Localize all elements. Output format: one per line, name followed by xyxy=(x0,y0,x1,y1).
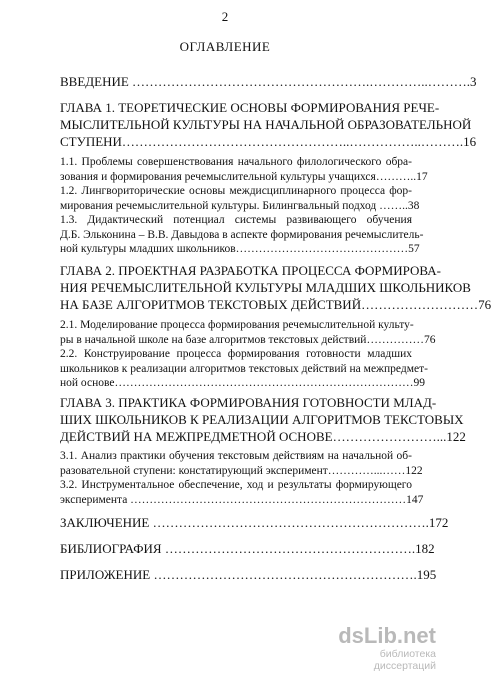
toc-line: зования и формирования речемыслительной культуры учащихся………..17 xyxy=(60,170,428,183)
toc-line: 1.2. Лингвориторические основы междисциплинарного процесса фор- xyxy=(60,185,412,197)
toc-entry-bibliography xyxy=(60,540,435,557)
toc-line: ры в начальной школе на базе алгоритмов текстовых действий……………76 xyxy=(60,333,436,346)
toc-entry-section-1 xyxy=(60,155,428,257)
toc-line: ЗАКЛЮЧЕНИЕ ……………………………………………………….172 xyxy=(60,515,449,530)
page-number: 2 xyxy=(221,9,229,24)
toc-entry-chapter-1 xyxy=(60,99,477,150)
toc-entry-chapter-3 xyxy=(60,394,466,445)
toc-entry-introduction xyxy=(60,73,477,90)
toc-line: ШИХ ШКОЛЬНИКОВ К РЕАЛИЗАЦИИ АЛГОРИТМОВ ТЕКСТОВЫХ xyxy=(60,412,464,427)
toc-entry-section-2 xyxy=(60,318,436,391)
toc-line: Д.Б. Эльконина – В.В. Давыдова в аспекте формирования речемыслитель- xyxy=(60,228,424,241)
toc-line: ВВЕДЕНИЕ ……………………………………………….…………..……….3 xyxy=(60,74,477,89)
toc-line: 2.2. Конструирование процесса формирования готовности младших xyxy=(60,348,412,360)
toc-line: ной основе……………………………………………………………………99 xyxy=(60,377,425,389)
toc-line: НА БАЗЕ АЛГОРИТМОВ ТЕКСТОВЫХ ДЕЙСТВИЙ………………………76 xyxy=(60,297,491,312)
toc-line: ПРИЛОЖЕНИЕ …………………………………………………….195 xyxy=(60,567,437,582)
toc-line: ГЛАВА 2. ПРОЕКТНАЯ РАЗРАБОТКА ПРОЦЕССА ФОРМИРОВА- xyxy=(60,263,441,278)
toc-entry-conclusion xyxy=(60,514,449,531)
toc-line: 1.3. Дидактический потенциал системы развивающего обучения xyxy=(60,214,412,226)
toc-line: ГЛАВА 3. ПРАКТИКА ФОРМИРОВАНИЯ ГОТОВНОСТИ МЛАД- xyxy=(60,395,437,410)
toc-line: МЫСЛИТЕЛЬНОЙ КУЛЬТУРЫ НА НАЧАЛЬНОЙ ОБРАЗОВАТЕЛЬНОЙ xyxy=(60,117,472,132)
watermark xyxy=(332,624,436,672)
toc-line: разовательной ступени: констатирующий эксперимент…………...……122 xyxy=(60,464,423,477)
toc-line: эксперимента ………………………………………………………………147 xyxy=(60,493,424,506)
toc-line: БИБЛИОГРАФИЯ ………………………………………………….182 xyxy=(60,541,435,556)
toc-line: НИЯ РЕЧЕМЫСЛИТЕЛЬНОЙ КУЛЬТУРЫ МЛАДШИХ ШКОЛЬНИКОВ xyxy=(60,280,471,295)
toc-line: школьников к реализации алгоритмов текстовых действий на межпредмет- xyxy=(60,362,428,375)
watermark-logo: dsLib.net xyxy=(338,623,436,648)
toc-line: 3.1. Анализ практики обучения текстовым действиям на начальной об- xyxy=(60,450,412,462)
toc-entry-appendix xyxy=(60,566,437,583)
toc-line: 3.2. Инструментальное обеспечение, ход и результаты формирующего xyxy=(60,479,412,491)
toc-line: СТУПЕНИ……………………………………………..……………..……….16 xyxy=(60,134,477,149)
toc-line: ДЕЙСТВИЙ НА МЕЖПРЕДМЕТНОЙ ОСНОВЕ……………………...122 xyxy=(60,429,466,444)
toc-entry-section-3 xyxy=(60,449,424,507)
toc-line: ной культуры младших школьников………………………………………57 xyxy=(60,243,420,255)
toc-entry-chapter-2 xyxy=(60,262,491,313)
watermark-subtitle: библиотека диссертаций xyxy=(373,648,436,672)
toc-line: мирования речемыслительной культуры. Билингвальный подход ……..38 xyxy=(60,199,420,212)
toc-line: 2.1. Моделирование процесса формирования речемыслительной культу- xyxy=(60,319,414,331)
toc-title: ОГЛАВЛЕНИЕ xyxy=(179,39,271,54)
toc-line: ГЛАВА 1. ТЕОРЕТИЧЕСКИЕ ОСНОВЫ ФОРМИРОВАНИЯ РЕЧЕ- xyxy=(60,100,440,115)
toc-line: 1.1. Проблемы совершенствования начального филологического обра- xyxy=(60,156,412,168)
